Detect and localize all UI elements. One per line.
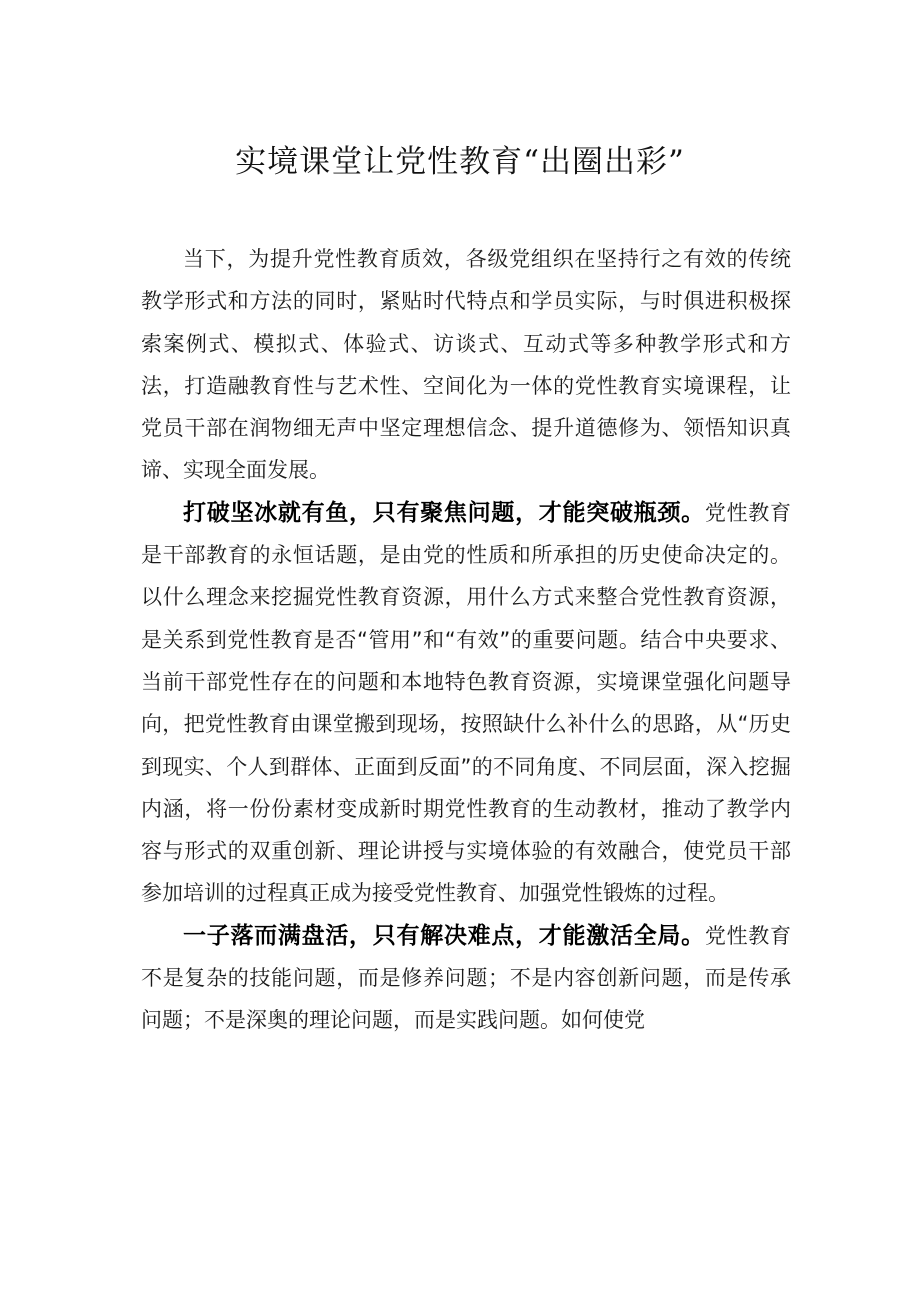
- paragraph-intro: [141, 238, 791, 492]
- paragraph-lead-sentence: 一子落而满盘活，只有解决难点，才能激活全局。: [183, 922, 705, 949]
- paragraph-text: 当下，为提升党性教育质效，各级党组织在坚持行之有效的传统教学形式和方法的同时，紧贴时代特点和学员实际，与时俱进积极探索案例式、模拟式、体验式、访谈式、互动式等多种教学形式和方法，打造融教育性与艺术性、空间化为一体的党性教育实境课程，让党员干部在润物细无声中坚定理想信念、提升道德修为、领悟知识真谛、实现全面发展。: [141, 247, 791, 483]
- paragraph-text: 党性教育不是复杂的技能问题，而是修养问题；不是内容创新问题，而是传承问题；不是深奥的理论问题，而是实践问题。如何使党: [141, 923, 792, 1033]
- document-title: 实境课堂让党性教育“出圈出彩”: [235, 144, 685, 180]
- paragraph-solve-difficulties: [141, 915, 791, 1042]
- document-body: [141, 238, 791, 1042]
- paragraph-focus-problems: [141, 492, 791, 915]
- paragraph-text: 党性教育是干部教育的永恒话题，是由党的性质和所承担的历史使命决定的。以什么理念来挖掘党性教育资源，用什么方式来整合党性教育资源，是关系到党性教育是否“管用”和“有效”的重要问题。结合中央要求、当前干部党性存在的问题和本地特色教育资源，实境课堂强化问题导向，把党性教育由课堂搬到现场，按照缺什么补什么的思路，从“历史到现实、个人到群体、正面到反面”的不同角度、不同层面，深入挖掘内涵，将一份份素材变成新时期党性教育的生动教材，推动了教学内容与形式的双重创新、理论讲授与实境体验的有效融合，使党员干部参加培训的过程真正成为接受党性教育、加强党性锻炼的过程。: [141, 500, 792, 906]
- paragraph-lead-sentence: 打破坚冰就有鱼，只有聚焦问题，才能突破瓶颈。: [183, 499, 705, 526]
